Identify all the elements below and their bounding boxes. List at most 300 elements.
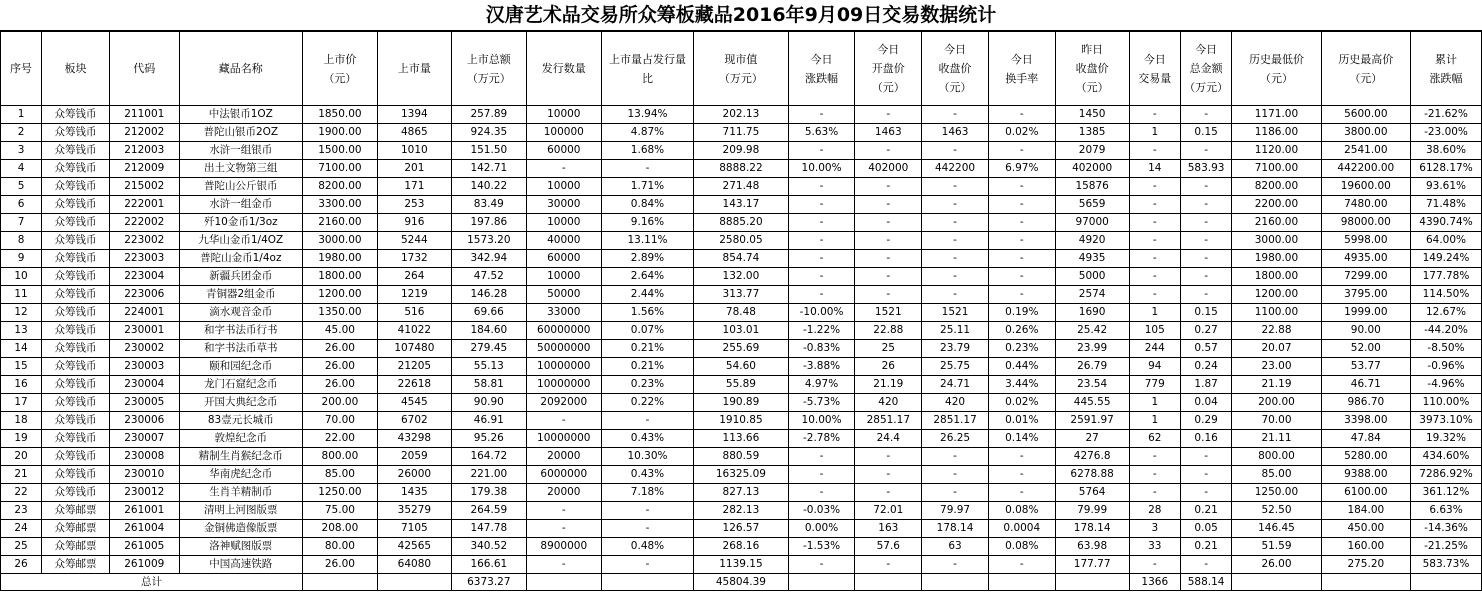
- table-cell: -: [988, 178, 1055, 196]
- table-cell: 230005: [109, 394, 179, 412]
- table-cell: 22618: [377, 376, 451, 394]
- table-cell: 10000: [526, 178, 601, 196]
- table-cell: -: [922, 232, 989, 250]
- table-cell: 1120.00: [1232, 142, 1321, 160]
- table-cell: 261004: [109, 520, 179, 538]
- table-row: [1, 250, 1482, 268]
- table-cell: 230002: [109, 340, 179, 358]
- table-cell: 4865: [377, 124, 451, 142]
- table-cell: 20: [1, 448, 42, 466]
- table-cell: 众筹邮票: [42, 556, 110, 574]
- table-cell: -: [1129, 232, 1180, 250]
- table-cell: 71.48%: [1410, 196, 1481, 214]
- table-cell: -: [855, 106, 922, 124]
- table-cell: 26.00: [302, 556, 377, 574]
- table-cell: 生肖羊精制币: [179, 484, 302, 502]
- table-cell: 2.64%: [601, 268, 693, 286]
- column-header-text: （万元）: [466, 71, 511, 85]
- table-cell: 221.00: [451, 466, 526, 484]
- table-cell: 0.15: [1180, 124, 1231, 142]
- table-cell: 583.93: [1180, 160, 1231, 178]
- table-cell: 新疆兵团金币: [179, 268, 302, 286]
- table-cell: 23: [1, 502, 42, 520]
- table-cell: -: [1180, 250, 1231, 268]
- table-cell: 25: [855, 340, 922, 358]
- column-header: [179, 32, 302, 106]
- table-cell: 230012: [109, 484, 179, 502]
- table-cell: 184.00: [1321, 502, 1410, 520]
- table-cell: -: [1129, 106, 1180, 124]
- table-cell: 1186.00: [1232, 124, 1321, 142]
- table-cell: -2.78%: [788, 430, 855, 448]
- table-cell: 26.00: [302, 358, 377, 376]
- table-cell: 水浒一组银币: [179, 142, 302, 160]
- table-row: [1, 322, 1482, 340]
- column-header-text: 历史最高价: [1338, 52, 1394, 66]
- table-cell: -: [1180, 286, 1231, 304]
- table-cell: 854.74: [694, 250, 788, 268]
- table-cell: 2: [1, 124, 42, 142]
- table-row: [1, 484, 1482, 502]
- table-cell: -: [526, 520, 601, 538]
- table-cell: 9.16%: [601, 214, 693, 232]
- table-cell: -: [1180, 448, 1231, 466]
- table-cell: 众筹钱币: [42, 124, 110, 142]
- table-cell: 5280.00: [1321, 448, 1410, 466]
- table-cell: 1: [1129, 394, 1180, 412]
- table-cell: 450.00: [1321, 520, 1410, 538]
- table-cell: 230010: [109, 466, 179, 484]
- table-cell: -23.00%: [1410, 124, 1481, 142]
- header-row: [1, 32, 1482, 106]
- total-empty: [1321, 574, 1410, 591]
- column-header-text: 今日: [1143, 52, 1166, 66]
- table-cell: 177.77: [1055, 556, 1129, 574]
- column-header-text: 今日: [877, 43, 900, 56]
- table-cell: 4.97%: [788, 376, 855, 394]
- table-cell: 19600.00: [1321, 178, 1410, 196]
- column-header-text: 换手率: [1005, 71, 1039, 85]
- column-header: [1, 32, 42, 106]
- column-header: [526, 32, 601, 106]
- table-cell: 1690: [1055, 304, 1129, 322]
- table-cell: -0.83%: [788, 340, 855, 358]
- column-header-text: （元）: [1075, 81, 1109, 94]
- table-cell: 7: [1, 214, 42, 232]
- table-cell: 28: [1129, 502, 1180, 520]
- table-row: [1, 178, 1482, 196]
- table-row: [1, 286, 1482, 304]
- table-cell: 20000: [526, 448, 601, 466]
- table-cell: -: [601, 556, 693, 574]
- table-cell: -: [1129, 214, 1180, 232]
- total-volume: 1366: [1129, 574, 1180, 591]
- column-header-text: 累计: [1434, 52, 1457, 66]
- table-cell: -: [788, 466, 855, 484]
- table-cell: 0.21%: [601, 358, 693, 376]
- table-cell: -: [788, 196, 855, 214]
- column-header-text: （元）: [938, 81, 972, 94]
- table-cell: -8.50%: [1410, 340, 1481, 358]
- table-cell: 97000: [1055, 214, 1129, 232]
- table-cell: 6.63%: [1410, 502, 1481, 520]
- table-cell: -: [601, 160, 693, 178]
- table-cell: 1573.20: [451, 232, 526, 250]
- table-cell: -: [788, 448, 855, 466]
- column-header: [694, 32, 788, 106]
- table-cell: 3: [1, 142, 42, 160]
- table-cell: 64.00%: [1410, 232, 1481, 250]
- table-cell: 21.11: [1232, 430, 1321, 448]
- table-cell: 268.16: [694, 538, 788, 556]
- table-cell: 9388.00: [1321, 466, 1410, 484]
- table-cell: 0.43%: [601, 466, 693, 484]
- table-cell: 23.99: [1055, 340, 1129, 358]
- table-cell: 0.26%: [988, 322, 1055, 340]
- table-cell: 25.75: [922, 358, 989, 376]
- table-row: [1, 502, 1482, 520]
- column-header: [302, 32, 377, 106]
- table-cell: 中法银币1OZ: [179, 106, 302, 124]
- table-cell: 1: [1129, 412, 1180, 430]
- table-cell: 146.28: [451, 286, 526, 304]
- table-cell: 230006: [109, 412, 179, 430]
- table-cell: 7480.00: [1321, 196, 1410, 214]
- table-row: [1, 448, 1482, 466]
- table-cell: 中国高速铁路: [179, 556, 302, 574]
- table-cell: -: [855, 196, 922, 214]
- table-cell: 90.90: [451, 394, 526, 412]
- table-cell: 26.79: [1055, 358, 1129, 376]
- table-cell: 1850.00: [302, 106, 377, 124]
- table-cell: -: [1180, 556, 1231, 574]
- table-cell: 711.75: [694, 124, 788, 142]
- table-cell: 3000.00: [1232, 232, 1321, 250]
- table-cell: 15876: [1055, 178, 1129, 196]
- table-cell: 3.44%: [988, 376, 1055, 394]
- table-cell: 0.04: [1180, 394, 1231, 412]
- table-cell: 8885.20: [694, 214, 788, 232]
- table-cell: 45.00: [302, 322, 377, 340]
- table-cell: -: [788, 106, 855, 124]
- total-label: 总计: [1, 574, 303, 591]
- table-cell: 1435: [377, 484, 451, 502]
- table-cell: 13.94%: [601, 106, 693, 124]
- table-cell: 22.00: [302, 430, 377, 448]
- table-cell: 60000: [526, 250, 601, 268]
- table-cell: 普陀山公斤银币: [179, 178, 302, 196]
- page-title: 汉唐艺术品交易所众筹板藏品2016年9月09日交易数据统计: [0, 0, 1482, 31]
- table-cell: 1: [1, 106, 42, 124]
- column-header-text: （元）: [1349, 71, 1383, 85]
- table-cell: 0.48%: [601, 538, 693, 556]
- table-cell: 6: [1, 196, 42, 214]
- column-header-text: （万元）: [1184, 81, 1229, 94]
- table-cell: 20.07: [1232, 340, 1321, 358]
- table-cell: 63: [922, 538, 989, 556]
- column-header-text: （元）: [1259, 71, 1293, 85]
- table-row: [1, 412, 1482, 430]
- table-cell: 53.77: [1321, 358, 1410, 376]
- table-cell: 7100.00: [302, 160, 377, 178]
- table-cell: 0.23%: [988, 340, 1055, 358]
- table-cell: 107480: [377, 340, 451, 358]
- column-header-text: 上市总额: [466, 52, 511, 66]
- total-money: 588.14: [1180, 574, 1231, 591]
- table-cell: 33000: [526, 304, 601, 322]
- table-cell: 1980.00: [302, 250, 377, 268]
- table-cell: 105: [1129, 322, 1180, 340]
- table-row: [1, 394, 1482, 412]
- table-cell: 21205: [377, 358, 451, 376]
- table-cell: 142.71: [451, 160, 526, 178]
- total-empty: [302, 574, 377, 591]
- table-row: [1, 376, 1482, 394]
- table-cell: 132.00: [694, 268, 788, 286]
- table-cell: -: [922, 196, 989, 214]
- table-cell: 10.00%: [788, 412, 855, 430]
- table-cell: 211001: [109, 106, 179, 124]
- table-cell: 1250.00: [302, 484, 377, 502]
- total-listing-amount: 6373.27: [451, 574, 526, 591]
- table-cell: 众筹钱币: [42, 196, 110, 214]
- table-cell: -: [1129, 484, 1180, 502]
- table-cell: 6000000: [526, 466, 601, 484]
- column-header-text: 上市量占发行量: [608, 52, 686, 66]
- table-cell: 10000000: [526, 358, 601, 376]
- table-cell: 2.44%: [601, 286, 693, 304]
- table-cell: -: [922, 178, 989, 196]
- table-cell: 8: [1, 232, 42, 250]
- table-cell: 25: [1, 538, 42, 556]
- column-header-text: 昨日: [1081, 43, 1104, 56]
- table-cell: 1171.00: [1232, 106, 1321, 124]
- table-cell: 171: [377, 178, 451, 196]
- table-cell: 1980.00: [1232, 250, 1321, 268]
- table-cell: 924.35: [451, 124, 526, 142]
- table-cell: 90.00: [1321, 322, 1410, 340]
- table-cell: 275.20: [1321, 556, 1410, 574]
- table-cell: 230007: [109, 430, 179, 448]
- table-cell: -: [855, 178, 922, 196]
- table-cell: 40000: [526, 232, 601, 250]
- table-cell: -: [1180, 484, 1231, 502]
- total-empty: [988, 574, 1055, 591]
- table-cell: 583.73%: [1410, 556, 1481, 574]
- column-header-text: 交易量: [1138, 71, 1172, 85]
- column-header-text: 今日: [1010, 52, 1033, 66]
- table-cell: 253: [377, 196, 451, 214]
- table-cell: 80.00: [302, 538, 377, 556]
- table-cell: 177.78%: [1410, 268, 1481, 286]
- table-cell: 众筹钱币: [42, 322, 110, 340]
- column-header-text: （元）: [323, 71, 357, 85]
- table-cell: 230008: [109, 448, 179, 466]
- table-row: [1, 124, 1482, 142]
- table-cell: 23.54: [1055, 376, 1129, 394]
- table-cell: 1200.00: [302, 286, 377, 304]
- total-empty: [1410, 574, 1481, 591]
- table-cell: 10000000: [526, 376, 601, 394]
- table-cell: 1010: [377, 142, 451, 160]
- table-cell: 众筹邮票: [42, 520, 110, 538]
- table-row: [1, 556, 1482, 574]
- table-cell: 众筹钱币: [42, 412, 110, 430]
- table-cell: 230003: [109, 358, 179, 376]
- table-cell: 8200.00: [1232, 178, 1321, 196]
- table-cell: -: [988, 466, 1055, 484]
- table-cell: -: [1129, 466, 1180, 484]
- table-cell: 清明上河图版票: [179, 502, 302, 520]
- column-header: [1129, 32, 1180, 106]
- table-cell: 2079: [1055, 142, 1129, 160]
- table-cell: 敦煌纪念币: [179, 430, 302, 448]
- table-cell: 0.21: [1180, 538, 1231, 556]
- table-cell: 3000.00: [302, 232, 377, 250]
- table-cell: 126.57: [694, 520, 788, 538]
- table-cell: 众筹钱币: [42, 394, 110, 412]
- table-cell: -: [855, 142, 922, 160]
- table-cell: 1: [1129, 124, 1180, 142]
- table-cell: 3398.00: [1321, 412, 1410, 430]
- table-cell: 18: [1, 412, 42, 430]
- table-cell: 163: [855, 520, 922, 538]
- column-header-text: 收盘价: [1075, 62, 1109, 75]
- table-cell: 普陀山金币1/4oz: [179, 250, 302, 268]
- table-cell: -: [922, 142, 989, 160]
- table-cell: 75.00: [302, 502, 377, 520]
- table-cell: 7286.92%: [1410, 466, 1481, 484]
- table-cell: 24.71: [922, 376, 989, 394]
- table-cell: 19.32%: [1410, 430, 1481, 448]
- table-cell: 0.57: [1180, 340, 1231, 358]
- table-cell: 21.19: [855, 376, 922, 394]
- table-cell: 0.22%: [601, 394, 693, 412]
- table-cell: -: [922, 214, 989, 232]
- table-cell: 47.84: [1321, 430, 1410, 448]
- table-cell: 147.78: [451, 520, 526, 538]
- table-cell: 1219: [377, 286, 451, 304]
- table-cell: 212002: [109, 124, 179, 142]
- table-cell: 52.50: [1232, 502, 1321, 520]
- table-cell: -: [1129, 142, 1180, 160]
- table-cell: -14.36%: [1410, 520, 1481, 538]
- table-cell: 和字书法币行书: [179, 322, 302, 340]
- table-cell: 916: [377, 214, 451, 232]
- table-cell: 0.24: [1180, 358, 1231, 376]
- table-cell: -: [855, 268, 922, 286]
- column-header: [42, 32, 110, 106]
- table-cell: -: [988, 268, 1055, 286]
- table-cell: 442200.00: [1321, 160, 1410, 178]
- table-cell: 10000: [526, 214, 601, 232]
- table-cell: 4390.74%: [1410, 214, 1481, 232]
- table-cell: -: [855, 250, 922, 268]
- table-cell: 215002: [109, 178, 179, 196]
- table-cell: 47.52: [451, 268, 526, 286]
- table-cell: 1732: [377, 250, 451, 268]
- table-cell: 223004: [109, 268, 179, 286]
- table-cell: -: [988, 250, 1055, 268]
- table-cell: 22: [1, 484, 42, 502]
- table-cell: -: [1180, 232, 1231, 250]
- total-empty: [1232, 574, 1321, 591]
- table-cell: 264: [377, 268, 451, 286]
- table-row: [1, 538, 1482, 556]
- table-cell: 230004: [109, 376, 179, 394]
- table-cell: 12.67%: [1410, 304, 1481, 322]
- table-cell: 1394: [377, 106, 451, 124]
- table-cell: 85.00: [1232, 466, 1321, 484]
- table-cell: -10.00%: [788, 304, 855, 322]
- table-cell: -: [1129, 196, 1180, 214]
- table-cell: 244: [1129, 340, 1180, 358]
- table-cell: 1200.00: [1232, 286, 1321, 304]
- table-cell: 九华山金币1/4OZ: [179, 232, 302, 250]
- table-cell: 95.26: [451, 430, 526, 448]
- table-cell: 64080: [377, 556, 451, 574]
- table-cell: 26000: [377, 466, 451, 484]
- table-cell: 2160.00: [1232, 214, 1321, 232]
- column-header: [922, 32, 989, 106]
- table-cell: -: [1180, 178, 1231, 196]
- column-header-text: 发行数量: [541, 62, 586, 75]
- table-cell: 5998.00: [1321, 232, 1410, 250]
- column-header-text: 开盘价: [871, 62, 905, 75]
- table-cell: 43298: [377, 430, 451, 448]
- table-cell: 179.38: [451, 484, 526, 502]
- table-cell: 22.88: [855, 322, 922, 340]
- table-cell: 3973.10%: [1410, 412, 1481, 430]
- table-cell: 223006: [109, 286, 179, 304]
- column-header: [1055, 32, 1129, 106]
- table-cell: -5.73%: [788, 394, 855, 412]
- table-cell: 54.60: [694, 358, 788, 376]
- table-cell: 青铜器2组金币: [179, 286, 302, 304]
- table-cell: -: [922, 484, 989, 502]
- table-cell: 16: [1, 376, 42, 394]
- table-cell: 178.14: [1055, 520, 1129, 538]
- table-cell: 0.08%: [988, 502, 1055, 520]
- table-cell: 众筹钱币: [42, 376, 110, 394]
- table-cell: 0.08%: [988, 538, 1055, 556]
- table-cell: 1999.00: [1321, 304, 1410, 322]
- column-header-text: 现市值: [724, 52, 758, 66]
- table-cell: 261005: [109, 538, 179, 556]
- column-header-text: 比: [641, 71, 653, 85]
- table-cell: 23.00: [1232, 358, 1321, 376]
- table-cell: -: [1180, 268, 1231, 286]
- column-header: [1321, 32, 1410, 106]
- table-cell: -: [1180, 142, 1231, 160]
- table-cell: 58.81: [451, 376, 526, 394]
- total-empty: [855, 574, 922, 591]
- table-cell: 113.66: [694, 430, 788, 448]
- table-cell: 26: [1, 556, 42, 574]
- table-cell: 开国大典纪念币: [179, 394, 302, 412]
- column-header: [377, 32, 451, 106]
- column-header: [1232, 32, 1321, 106]
- table-cell: 257.89: [451, 106, 526, 124]
- table-cell: 众筹钱币: [42, 160, 110, 178]
- table-row: [1, 304, 1482, 322]
- table-cell: 271.48: [694, 178, 788, 196]
- table-cell: 164.72: [451, 448, 526, 466]
- table-cell: 5.63%: [788, 124, 855, 142]
- table-cell: -: [1129, 268, 1180, 286]
- table-cell: 13: [1, 322, 42, 340]
- table-cell: -: [1129, 286, 1180, 304]
